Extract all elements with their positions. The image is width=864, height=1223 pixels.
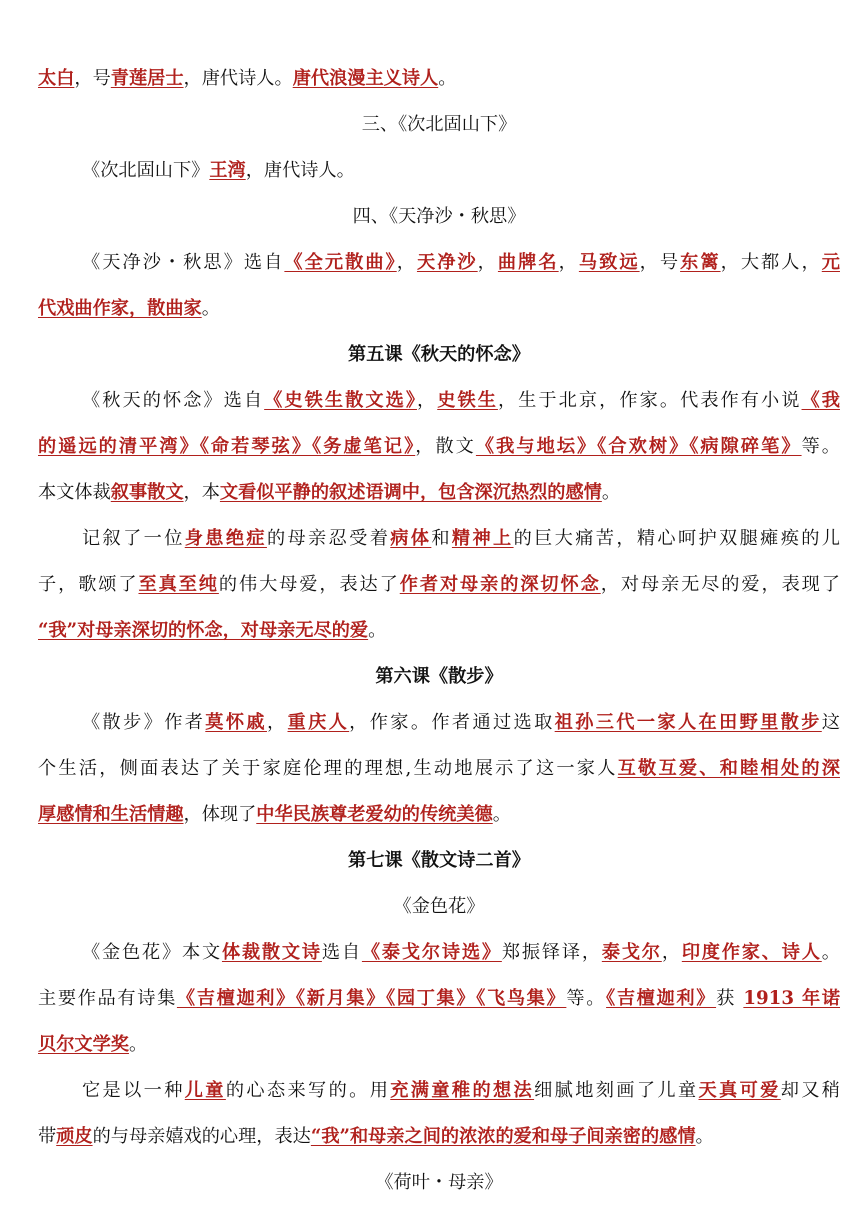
lesson-heading bbox=[38, 332, 840, 378]
text-segment: 《金色花》本文 bbox=[82, 942, 222, 963]
text-segment: 获 bbox=[716, 988, 744, 1009]
key-phrase: 的遥远的清平湾》《命若琴弦》《务虚笔记》 bbox=[38, 436, 416, 457]
text-segment: 。 bbox=[492, 804, 511, 825]
text-segment: ，作家。作者通过选取 bbox=[349, 712, 555, 733]
text-segment: 。 bbox=[368, 620, 387, 641]
text-segment: ，唐代诗人。 bbox=[183, 68, 293, 89]
text-line bbox=[38, 56, 840, 102]
key-phrase: 身患绝症 bbox=[184, 528, 267, 549]
key-phrase: 文看似平静的叙述语调中，包含深沉热烈的感情 bbox=[219, 482, 602, 503]
text-segment: 记叙了一位 bbox=[82, 528, 185, 549]
key-phrase: 天真可爱 bbox=[698, 1080, 781, 1101]
text-line bbox=[38, 1114, 840, 1160]
text-line bbox=[38, 470, 840, 516]
text-segment: ，生于北京，作家。代表作有小说 bbox=[497, 390, 802, 411]
text-segment: 。 bbox=[201, 298, 220, 319]
key-phrase: 《全元散曲》 bbox=[284, 252, 397, 273]
key-phrase: 《我 bbox=[801, 390, 840, 411]
key-phrase: 史铁生 bbox=[437, 390, 498, 411]
text-segment: 第七课《散文诗二首》 bbox=[348, 850, 530, 871]
text-segment: 细腻地刻画了儿童 bbox=[534, 1080, 699, 1101]
text-line bbox=[38, 424, 840, 470]
text-segment: ，本 bbox=[183, 482, 220, 503]
key-phrase: 马致远 bbox=[578, 252, 640, 273]
text-segment: ， bbox=[416, 390, 438, 411]
text-segment: 。 bbox=[601, 482, 621, 503]
text-segment: 个生活，侧面表达了关于家庭伦理的理想,生动地展示了这一家人 bbox=[38, 758, 618, 779]
text-segment: ，唐代诗人。 bbox=[245, 160, 355, 181]
key-phrase: 互敬互爱、和睦相处的深 bbox=[617, 758, 840, 779]
key-phrase: 充满童稚的想法 bbox=[390, 1080, 535, 1101]
text-segment: 。 bbox=[821, 942, 840, 963]
document-page bbox=[38, 56, 840, 1206]
key-phrase: 1913 年诺 bbox=[743, 988, 841, 1009]
key-phrase: 莫怀戚 bbox=[205, 712, 267, 733]
text-segment: 第五课《秋天的怀念》 bbox=[348, 344, 530, 365]
text-segment: ，号 bbox=[74, 68, 111, 89]
text-segment: 三、《次北固山下》 bbox=[361, 114, 517, 135]
lesson-heading bbox=[38, 654, 840, 700]
text-segment: ，对母亲无尽的爱，表现了 bbox=[600, 574, 840, 595]
text-segment: ， bbox=[558, 252, 579, 273]
text-segment: 。 bbox=[695, 1126, 714, 1147]
key-phrase: 曲牌名 bbox=[497, 252, 559, 273]
key-phrase: 儿童 bbox=[184, 1080, 226, 1101]
key-phrase: 青莲居士 bbox=[110, 68, 184, 89]
text-line bbox=[38, 608, 840, 654]
key-phrase: 《吉檀迦利》《新月集》《园丁集》《飞鸟集》 bbox=[176, 988, 567, 1009]
key-phrase: 叙事散文 bbox=[110, 482, 184, 503]
text-line bbox=[38, 930, 840, 976]
text-segment: 。 bbox=[438, 68, 457, 89]
key-phrase: 至真至纯 bbox=[138, 574, 219, 595]
text-segment: 的伟大母爱，表达了 bbox=[218, 574, 400, 595]
text-segment: 《荷叶・母亲》 bbox=[375, 1172, 503, 1193]
text-line bbox=[38, 148, 840, 194]
text-segment: ， bbox=[266, 712, 288, 733]
text-segment: 这 bbox=[821, 712, 840, 733]
text-line bbox=[38, 378, 840, 424]
key-phrase: 顽皮 bbox=[56, 1126, 93, 1147]
text-segment: 带 bbox=[38, 1126, 57, 1147]
text-segment: ， bbox=[396, 252, 417, 273]
section-subtitle bbox=[38, 194, 840, 240]
key-phrase: 天净沙 bbox=[416, 252, 478, 273]
text-segment: 子，歌颂了 bbox=[38, 574, 139, 595]
text-line bbox=[38, 976, 840, 1022]
text-segment: ， bbox=[661, 942, 682, 963]
key-phrase: 作者对母亲的深切怀念 bbox=[399, 574, 601, 595]
text-segment: 等。 bbox=[566, 988, 607, 1009]
key-phrase: 重庆人 bbox=[287, 712, 350, 733]
key-phrase: 《史铁生散文选》 bbox=[264, 390, 417, 411]
key-phrase: 《我与地坛》《合欢树》《病隙碎笔》 bbox=[475, 436, 802, 457]
text-segment: 的巨大痛苦，精心呵护双腿瘫痪的儿 bbox=[513, 528, 840, 549]
text-segment: 和 bbox=[431, 528, 452, 549]
lesson-heading bbox=[38, 838, 840, 884]
text-line bbox=[38, 746, 840, 792]
text-line bbox=[38, 286, 840, 332]
section-subtitle bbox=[38, 102, 840, 148]
key-phrase: 代戏曲作家，散曲家 bbox=[38, 298, 202, 319]
text-segment: 却又稍 bbox=[780, 1080, 840, 1101]
text-segment: 本文体裁 bbox=[38, 482, 111, 503]
key-phrase: 王湾 bbox=[209, 160, 246, 181]
text-line bbox=[38, 516, 840, 562]
text-line bbox=[38, 700, 840, 746]
text-segment: 的母亲忍受着 bbox=[266, 528, 391, 549]
key-phrase: 泰戈尔 bbox=[601, 942, 662, 963]
text-segment: 《散步》作者 bbox=[82, 712, 206, 733]
section-subtitle bbox=[38, 1160, 840, 1206]
text-line bbox=[38, 792, 840, 838]
key-phrase: 唐代浪漫主义诗人 bbox=[292, 68, 439, 89]
text-segment: 它是以一种 bbox=[82, 1080, 185, 1101]
text-segment: 主要作品有诗集 bbox=[38, 988, 177, 1009]
key-phrase: “我”对母亲深切的怀念，对母亲无尽的爱 bbox=[38, 620, 369, 641]
key-phrase: 太白 bbox=[38, 68, 75, 89]
text-line bbox=[38, 562, 840, 608]
text-line bbox=[38, 240, 840, 286]
text-segment: 等。 bbox=[801, 436, 840, 457]
key-phrase: 中华民族尊老爱幼的传统美德 bbox=[256, 804, 493, 825]
text-segment: 。 bbox=[128, 1034, 148, 1055]
text-segment: ，散文 bbox=[415, 436, 476, 457]
text-segment: 《秋天的怀念》选自 bbox=[82, 390, 265, 411]
key-phrase: 《泰戈尔诗选》 bbox=[361, 942, 502, 963]
text-segment: 的心态来写的。用 bbox=[225, 1080, 391, 1101]
key-phrase: 精神上 bbox=[451, 528, 514, 549]
text-segment: 第六课《散步》 bbox=[375, 666, 503, 687]
text-line bbox=[38, 1022, 840, 1068]
text-segment: 《次北固山下》 bbox=[82, 160, 210, 181]
section-subtitle bbox=[38, 884, 840, 930]
key-phrase: 体裁散文诗 bbox=[221, 942, 322, 963]
key-phrase: 印度作家、诗人 bbox=[681, 942, 822, 963]
key-phrase: 贝尔文学奖 bbox=[38, 1034, 129, 1055]
key-phrase: 《吉檀迦利》 bbox=[606, 988, 717, 1009]
text-line bbox=[38, 1068, 840, 1114]
key-phrase: 祖孙三代一家人在田野里散步 bbox=[554, 712, 822, 733]
key-phrase: 元 bbox=[821, 252, 840, 273]
text-segment: ，体现了 bbox=[183, 804, 257, 825]
text-segment: ，大都人， bbox=[720, 252, 822, 273]
text-segment: 的与母亲嬉戏的心理，表达 bbox=[92, 1126, 311, 1147]
text-segment: ，号 bbox=[639, 252, 681, 273]
text-segment: 《天净沙・秋思》选自 bbox=[82, 252, 285, 273]
key-phrase: 病体 bbox=[390, 528, 432, 549]
key-phrase: “我”和母亲之间的浓浓的爱和母子间亲密的感情 bbox=[310, 1126, 696, 1147]
text-segment: 选自 bbox=[321, 942, 362, 963]
text-segment: 四、《天净沙・秋思》 bbox=[352, 206, 526, 227]
text-segment: 郑振铎译， bbox=[501, 942, 602, 963]
key-phrase: 东篱 bbox=[680, 252, 721, 273]
text-segment: 《金色花》 bbox=[393, 896, 485, 917]
text-segment: ， bbox=[477, 252, 498, 273]
key-phrase: 厚感情和生活情趣 bbox=[38, 804, 184, 825]
